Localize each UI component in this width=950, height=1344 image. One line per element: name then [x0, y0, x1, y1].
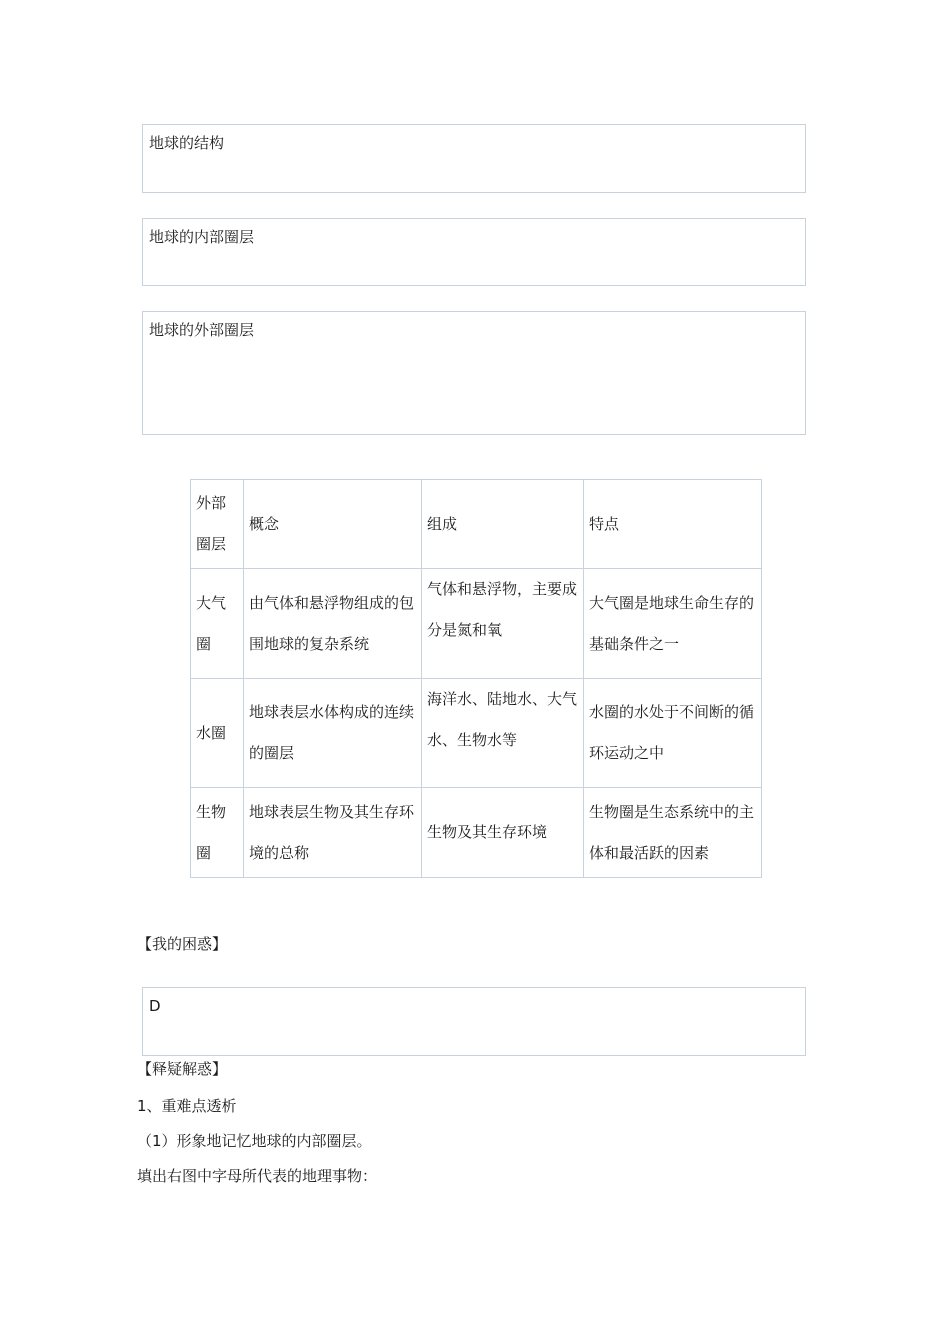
row-feature-cell: 大气圈是地球生命生存的基础条件之一 [584, 569, 762, 679]
outer-sphere-box [142, 311, 806, 435]
confusion-heading: 【我的困惑】 [137, 935, 228, 953]
row-composition-cell: 海洋水、陆地水、大气水、生物水等 [422, 679, 584, 788]
confusion-answer-text: D [149, 997, 161, 1015]
row-concept-cell: 地球表层生物及其生存环境的总称 [244, 788, 422, 878]
header-cell-concept: 概念 [244, 480, 422, 569]
row-concept-cell: 地球表层水体构成的连续的圈层 [244, 679, 422, 788]
outer-sphere-label: 地球的外部圈层 [149, 321, 255, 339]
row-composition-cell: 生物及其生存环境 [422, 788, 584, 878]
row-composition-cell: 气体和悬浮物，主要成分是氮和氧 [422, 569, 584, 679]
row-feature-cell: 水圈的水处于不间断的循环运动之中 [584, 679, 762, 788]
table-row [191, 679, 762, 788]
memory-instruction: （1）形象地记忆地球的内部圈层。 [137, 1132, 372, 1150]
header-cell-feature: 特点 [584, 480, 762, 569]
inner-sphere-label: 地球的内部圈层 [149, 228, 255, 246]
row-feature-cell: 生物圈是生态系统中的主体和最活跃的因素 [584, 788, 762, 878]
table-row [191, 569, 762, 679]
fill-instruction: 填出右图中字母所代表的地理事物： [137, 1167, 378, 1185]
outer-sphere-table [190, 479, 762, 878]
table-header-row [191, 480, 762, 569]
structure-label: 地球的结构 [149, 134, 225, 152]
header-cell-composition: 组成 [422, 480, 584, 569]
resolve-heading: 【释疑解惑】 [137, 1060, 228, 1078]
table-row [191, 788, 762, 878]
structure-box [142, 124, 806, 193]
row-name-cell: 生物圈 [191, 788, 244, 878]
header-cell-sphere: 外部圈层 [191, 480, 244, 569]
inner-sphere-box [142, 218, 806, 286]
row-name-cell: 大气圈 [191, 569, 244, 679]
keypoints-heading: 1、重难点透析 [137, 1097, 237, 1115]
row-name-cell: 水圈 [191, 679, 244, 788]
row-concept-cell: 由气体和悬浮物组成的包围地球的复杂系统 [244, 569, 422, 679]
confusion-answer-box [142, 987, 806, 1056]
